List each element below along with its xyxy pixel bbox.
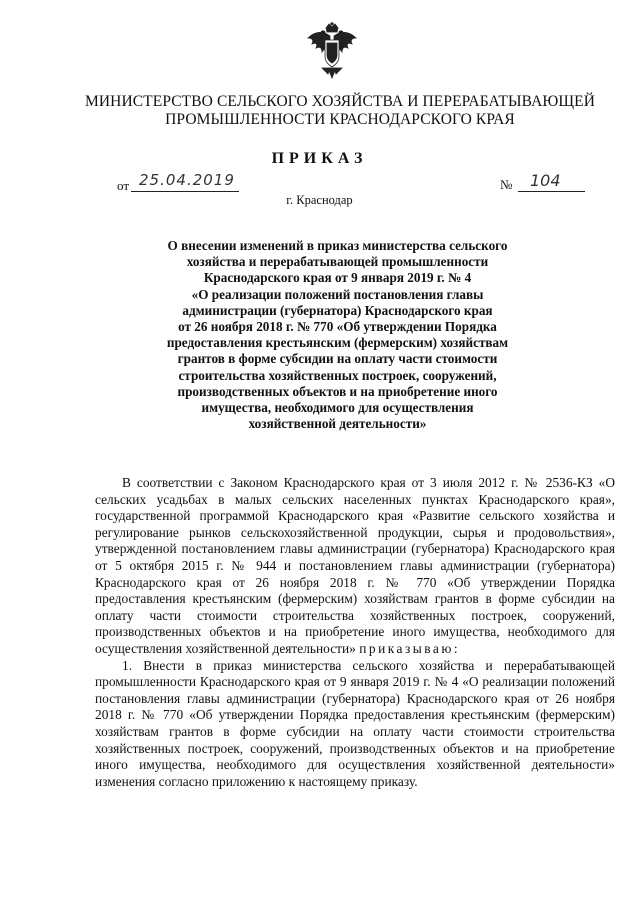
subject-line: хозяйства и перерабатывающей промышленности xyxy=(186,254,489,270)
number-value: 104 xyxy=(530,171,561,190)
order-verb: приказываю: xyxy=(359,640,461,656)
preamble-paragraph xyxy=(95,475,615,658)
city-label: г. Краснодар xyxy=(286,193,353,207)
subject-line: строительства хозяйственных построек, сооружений, xyxy=(178,367,497,383)
coat-of-arms-emblem xyxy=(302,22,362,84)
ministry-name xyxy=(60,93,620,129)
subject-line: «О реализации положений постановления главы xyxy=(191,286,484,302)
subject-line: от 26 ноября 2018 г. № 770 «Об утверждении Порядка xyxy=(178,319,497,335)
subject-line: Краснодарского края от 9 января 2019 г. № 4 xyxy=(203,270,472,286)
date-underline xyxy=(131,191,239,192)
document-type-title: ПРИКАЗ xyxy=(271,150,368,167)
subject-line: хозяйственной деятельности» xyxy=(248,416,427,432)
ministry-line-2: ПРОМЫШЛЕННОСТИ КРАСНОДАРСКОГО КРАЯ xyxy=(165,111,515,128)
subject-line: грантов в форме субсидии на оплату части стоимости xyxy=(177,351,498,367)
number-underline xyxy=(518,191,585,192)
preamble-text: В соответствии с Законом Краснодарского края от 3 июля 2012 г. № 2536-КЗ «О сельских усадьбах в малых сельских населенных пунктах Краснодарского края», государственной программой Краснодарского края «Развитие сельского хозяйства и регулирование рынков сельскохозяйственной продукции, сырья и продовольствия», утвержденной постановлением главы администрации (губернатора) Краснодарского края от 5 октября 2015 г. № 944 и постановлением главы администрации (губернатора) Краснодарского края от 26 ноября 2018 г. № 770 «Об утверждении Порядка предоставления крестьянским (фермерским) хозяйствам грантов в форме субсидии на оплату части стоимости строительства хозяйственных построек, сооружений, производственных объектов и на приобретение иного имущества, необходимого для осуществления хозяйственной деятельности» xyxy=(95,475,615,656)
date-number-row xyxy=(0,171,639,195)
subject-line: производственных объектов и на приобретение иного xyxy=(177,383,498,399)
ministry-line-1: МИНИСТЕРСТВО СЕЛЬСКОГО ХОЗЯЙСТВА И ПЕРЕРАБАТЫВАЮЩЕЙ xyxy=(84,93,595,110)
subject-line: предоставления крестьянским (фермерским) хозяйствам xyxy=(166,335,509,351)
date-value: 25.04.2019 xyxy=(139,171,235,189)
date-label: от xyxy=(117,178,130,193)
subject-line: имущества, необходимого для осуществления xyxy=(201,400,474,416)
order-subject xyxy=(140,238,535,432)
clause-1-paragraph: 1. Внести в приказ министерства сельского хозяйства и перерабатывающей промышленности Краснодарского края от 9 января 2019 г. № 4 «О реализации положений постановления главы администрации (губернатора) Краснодарского края от 26 ноября 2018 г. № 770 «Об утверждении Порядка предоставления крестьянским (фермерским) хозяйствам грантов в форме субсидии на оплату части стоимости строительства хозяйственных построек, сооружений, производственных объектов и на приобретение иного имущества, необходимого для осуществления хозяйственной деятельности» изменения согласно приложению к настоящему приказу. xyxy=(95,657,615,789)
number-label: № xyxy=(500,177,513,192)
subject-line: администрации (губернатора) Краснодарского края xyxy=(182,302,493,318)
subject-line: О внесении изменений в приказ министерства сельского xyxy=(167,238,508,253)
order-body xyxy=(95,475,615,790)
